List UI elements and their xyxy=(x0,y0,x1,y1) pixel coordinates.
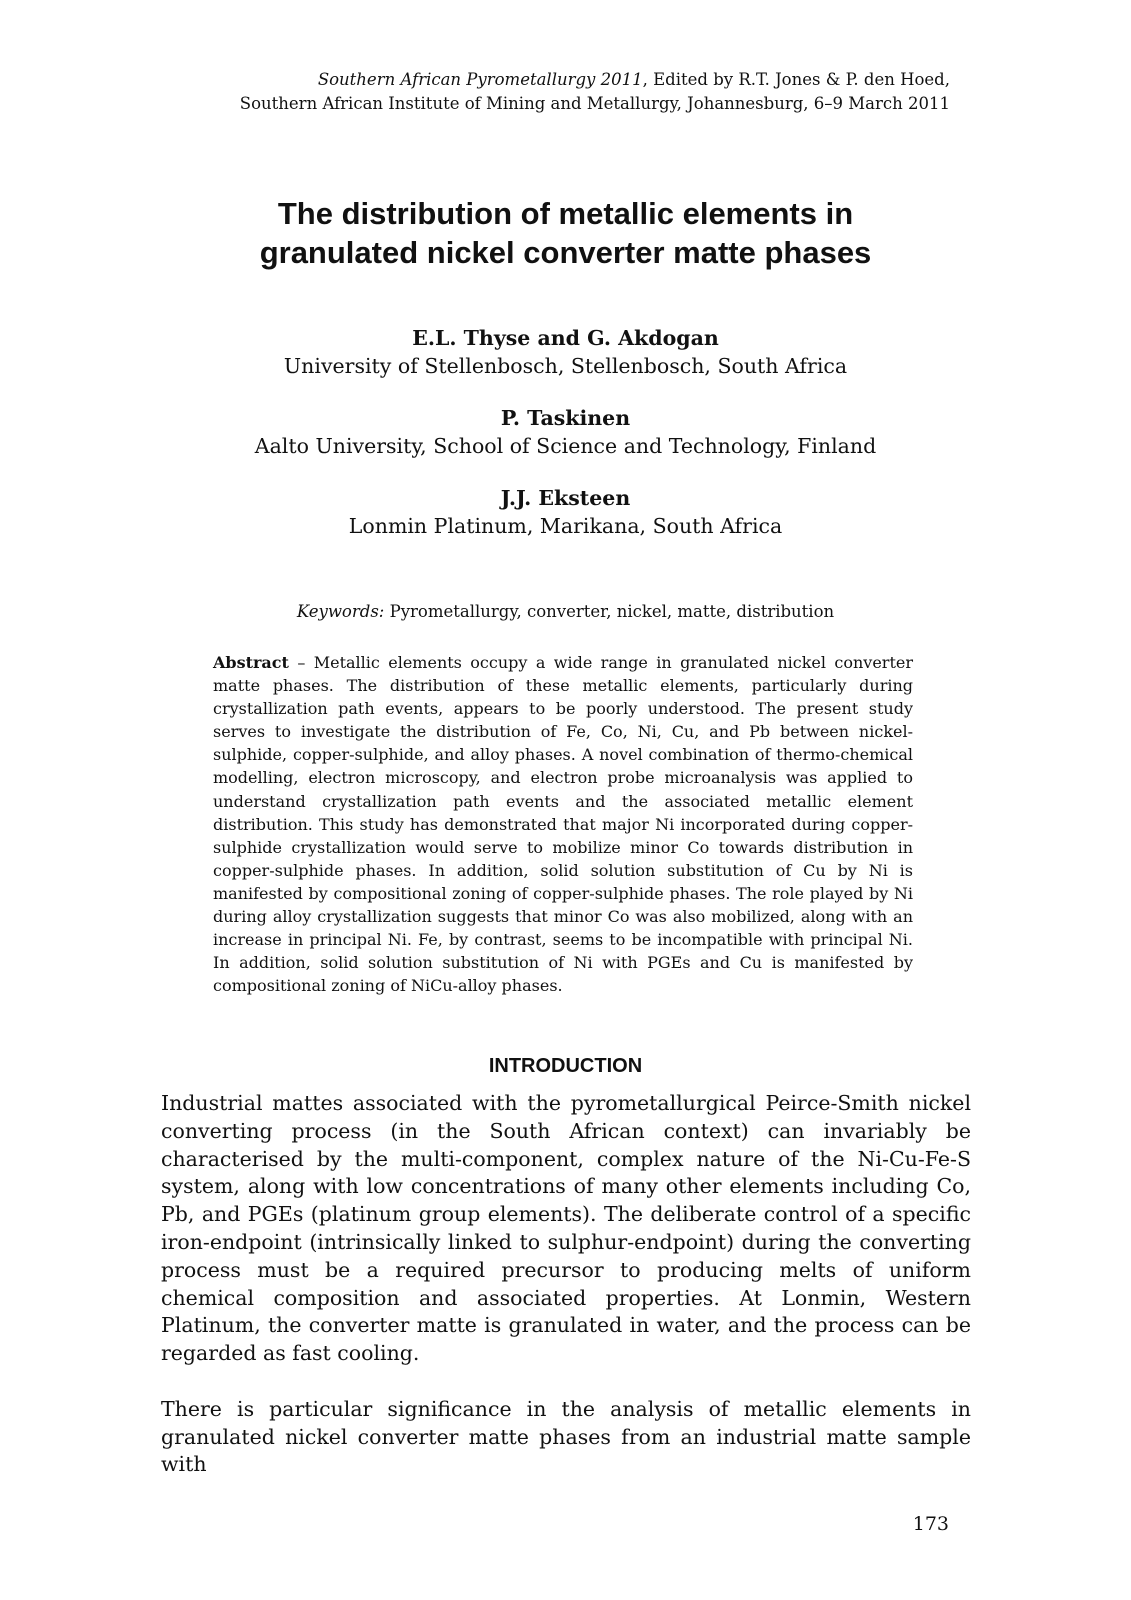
section-heading: INTRODUCTION xyxy=(488,1055,643,1077)
institution: Lonmin Platinum, Marikana, South Africa xyxy=(348,514,783,538)
header-line-2: Southern African Institute of Mining and Metallurgy, Johannesburg, 6–9 March 2011 xyxy=(239,94,950,113)
header-editors: , Edited by R.T. Jones & P. den Hoed, xyxy=(642,70,950,89)
running-header xyxy=(190,68,950,116)
abstract-label: Abstract xyxy=(213,653,289,672)
keywords xyxy=(0,600,1131,624)
title-line-2: granulated nickel converter matte phases xyxy=(259,235,872,270)
affiliation-block xyxy=(0,404,1131,460)
body-paragraph: Industrial mattes associated with the pyrometallurgical Peirce-Smith nickel converting process (in the South African context) can invariably be characterised by the multi-component, complex nature of the Ni-Cu-Fe-S system, along with low concentrations of many other elements including Co, Pb, and PGEs (platinum group elements). The deliberate control of a specific iron-endpoint (intrinsically linked to sulphur-endpoint) during the converting process must be a required precursor to producing melts of uniform chemical composition and associated properties. At Lonmin, Western Platinum, the converter matte is granulated in water, and the process can be regarded as fast cooling. xyxy=(161,1091,971,1366)
keywords-label: Keywords: xyxy=(296,602,385,621)
author-names: P. Taskinen xyxy=(500,406,631,430)
affiliation-block xyxy=(0,484,1131,540)
institution: University of Stellenbosch, Stellenbosch, South Africa xyxy=(283,354,848,378)
affiliation-block xyxy=(0,324,1131,380)
abstract-text: – Metallic elements occupy a wide range in granulated nickel converter matte phases. The distribution of these metallic elements, particularly during crystallization path events, appears to be poorly understood. The present study serves to investigate the distribution of Fe, Co, Ni, Cu, and Pb between nickel-sulphide, copper-sulphide, and alloy phases. A novel combination of thermo-chemical modelling, electron microscopy, and electron probe microanalysis was applied to understand crystallization path events and the associated metallic element distribution. This study has demonstrated that major Ni incorporated during copper-sulphide crystallization would serve to mobilize minor Co towards distribution in copper-sulphide phases. In addition, solid solution substitution of Cu by Ni is manifested by compositional zoning of copper-sulphide phases. The role played by Ni during alloy crystallization suggests that minor Co was also mobilized, along with an increase in principal Ni. Fe, by contrast, seems to be incompatible with principal Ni. In addition, solid solution substitution of Ni with PGEs and Cu is manifested by compositional zoning of NiCu-alloy phases. xyxy=(213,653,913,996)
author-names: J.J. Eksteen xyxy=(500,486,631,510)
page-number: 173 xyxy=(912,1513,949,1535)
journal-name: Southern African Pyrometallurgy 2011 xyxy=(317,70,643,89)
abstract xyxy=(213,651,913,997)
title-line-1: The distribution of metallic elements in xyxy=(277,196,854,231)
header-line-1 xyxy=(190,68,950,92)
author-affiliations xyxy=(0,324,1131,564)
paper-title xyxy=(0,194,1131,272)
body-paragraph: There is particular significance in the analysis of metallic elements in granulated nickel converter matte phases from an industrial matte sample with xyxy=(161,1396,971,1477)
keywords-text: Pyrometallurgy, converter, nickel, matte, distribution xyxy=(384,602,835,621)
institution: Aalto University, School of Science and Technology, Finland xyxy=(254,434,877,458)
author-names: E.L. Thyse and G. Akdogan xyxy=(412,326,719,350)
body-text xyxy=(161,1090,971,1507)
